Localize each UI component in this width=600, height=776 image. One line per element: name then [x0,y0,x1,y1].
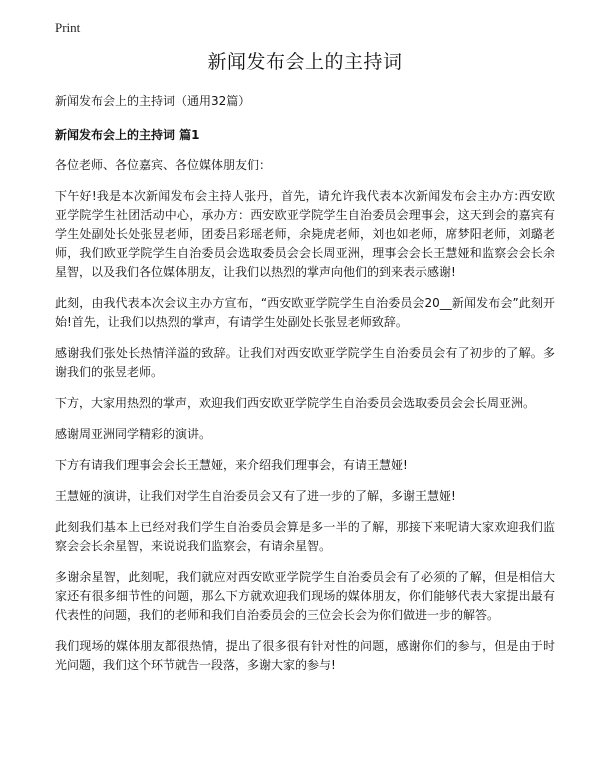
section-heading: 新闻发布会上的主持词 篇1 [55,128,200,142]
paragraph: 下午好!我是本次新闻发布会主持人张丹，首先，请允许我代表本次新闻发布会主办方:西安欧亚学院学生社团活动中心，承办方：西安欧亚学院学生自治委员会理事会，这天到会的嘉宾有学生处副处长处张昱老师，团委吕彩瑶老师，余毙虎老师，刘也如老师，席梦阳老师，刘璐老师，我们欧亚学院学生自治委员会选取委员会会长周亚洲，理事会会长王慧娅和监察会会长余星智，以及我们各位媒体朋友，让我们以热烈的掌声向他们的到来表示感谢! [55,189,555,279]
paragraph: 此刻我们基本上已经对我们学生自治委员会算是多一半的了解，那接下来呢请大家欢迎我们监察会会长余星智，来说说我们监察会，有请余星智。 [55,520,555,553]
paragraph: 王慧娅的演讲，让我们对学生自治委员会又有了进一步的了解，多谢王慧娅! [55,489,456,503]
paragraph: 下方有请我们理事会会长王慧娅，来介绍我们理事会，有请王慧娅! [55,458,408,472]
paragraph: 下方，大家用热烈的掌声，欢迎我们西安欧亚学院学生自治委员会选取委员会会长周亚洲。 [55,396,536,410]
paragraph: 多谢余星智，此刻呢，我们就应对西安欧亚学院学生自治委员会有了必须的了解，但是相信大家还有很多细节性的问题，那么下方就欢迎我们现场的媒体朋友，你们能够代表大家提出最有代表性的问题，我们的老师和我们自治委员会的三位会长会为你们做进一步的解答。 [55,570,555,622]
paragraph: 此刻，由我代表本次会议主办方宣布，“西安欧亚学院学生自治委员会20__新闻发布会”此刻开始!首先，让我们以热烈的掌声，有请学生处副处长张昱老师致辞。 [55,296,555,329]
document-subtitle: 新闻发布会上的主持词（通用32篇） [55,94,251,108]
paragraph-greeting: 各位老师、各位嘉宾、各位媒体朋友们： [55,158,272,172]
paragraph: 感谢我们张处长热情洋溢的致辞。让我们对西安欧亚学院学生自治委员会有了初步的了解。多谢我们的张昱老师。 [55,346,555,379]
paragraph: 感谢周亚洲同学精彩的演讲。 [55,427,212,441]
print-link[interactable]: Print [55,20,81,35]
document-title: 新闻发布会上的主持词 [207,51,403,73]
paragraph: 我们现场的媒体朋友都很热情，提出了很多很有针对性的问题，感谢你们的参与，但是由于时光问题，我们这个环节就告一段落，多谢大家的参与! [55,639,555,672]
document-page [55,48,555,687]
